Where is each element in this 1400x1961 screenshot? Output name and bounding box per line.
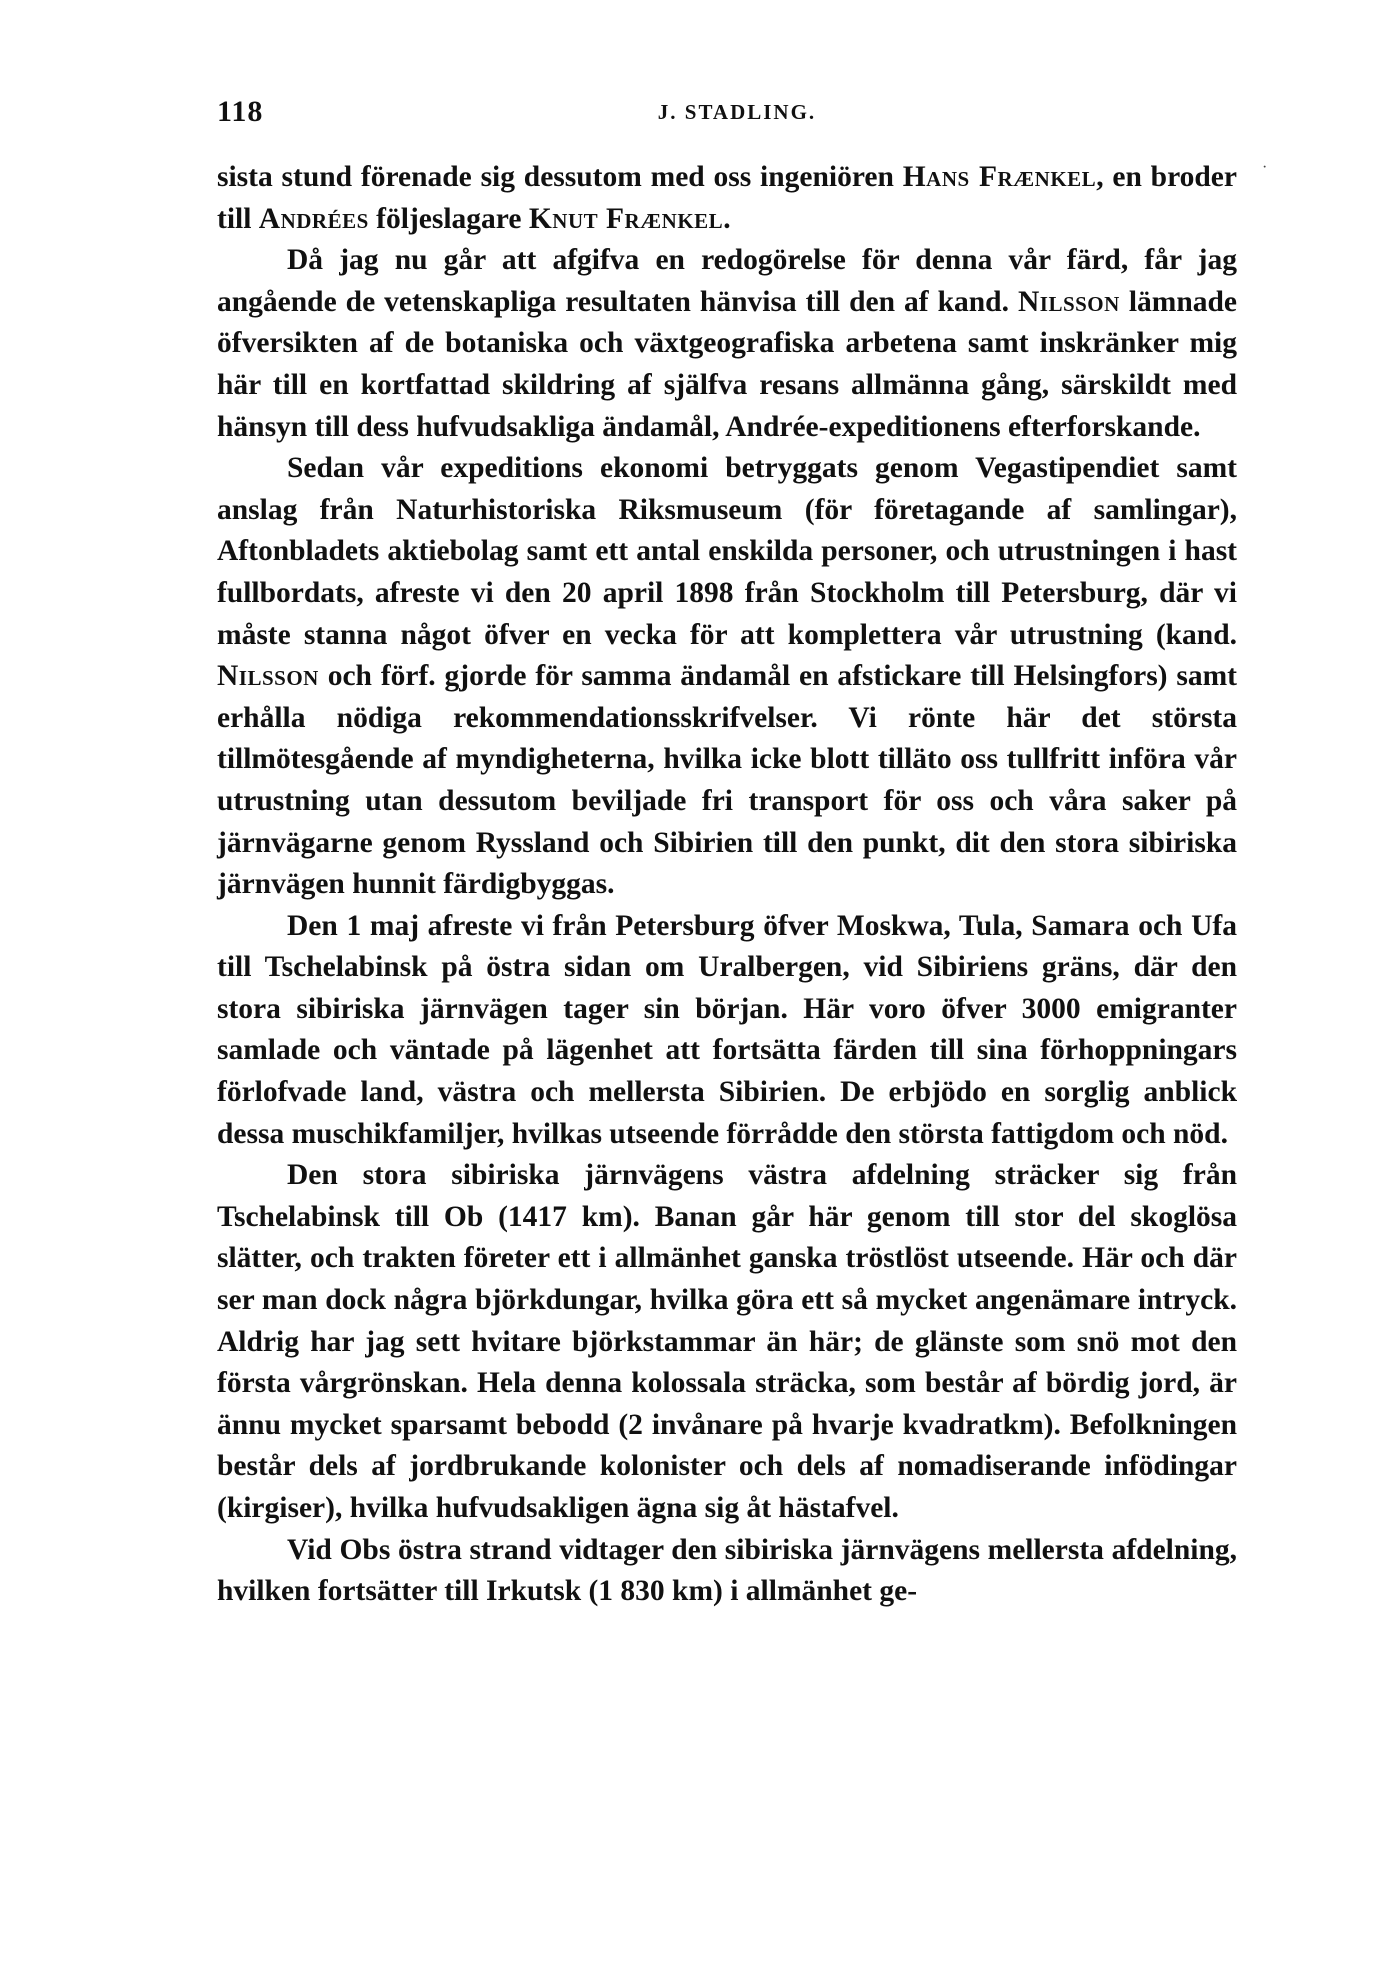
person-name: Nilsson — [1017, 285, 1120, 318]
paragraph: Den 1 maj afreste vi från Petersburg öfver Moskwa, Tula, Samara och Ufa till Tschelabinsk på östra sidan om Uralbergen, vid Sibiriens gräns, där den stora sibiriska järnvägen tager sin början. Här voro öfver 3000 emigranter samlade och väntade på lägenhet att fortsätta färden till sina förhoppningars förlofvade land, västra och mellersta Sibirien. De erbjödo en sorglig anblick dessa muschikfamiljer, hvilkas utseende förrådde den största fattigdom och nöd. — [217, 909, 1237, 1150]
paragraph: Då jag nu går att afgifva en redogörelse för denna vår färd, får jag angående de vetenskapliga resultaten hänvisa till den af kand. Nilsson lämnade öfversikten af de botaniska och växtgeografiska arbetena samt inskränker mig här till en kortfattad skildring af själfva resans allmänna gång, särskildt med hänsyn till dess hufvudsakliga ändamål, Andrée-expeditionens efterforskande. — [217, 244, 1237, 443]
paragraph: Sedan vår expeditions ekonomi betryggats genom Vegastipendiet samt anslag från Naturhistoriska Riksmuseum (för företagande af samlingar), Aftonbladets aktiebolag samt ett antal enskilda personer, och utrustningen i hast fullbordats, afreste vi den 20 april 1898 från Stockholm till Petersburg, där vi måste stanna något öfver en vecka för att komplettera vår utrustning (kand. Nilsson och förf. gjorde för samma ändamål en afstickare till Helsingfors) samt erhålla nödiga rekommendationsskrifvelser. Vi rönte här det största tillmötesgående af myndigheterna, hvilka icke blott tilläto oss tullfritt införa vår utrustning utan dessutom beviljade fri transport för oss och våra saker på järnvägarne genom Ryssland och Sibirien till den punkt, dit den stora sibiriska järnvägen hunnit färdigbyggas. — [217, 452, 1237, 901]
body-text — [217, 157, 1237, 1613]
page-number: 118 — [217, 95, 264, 128]
margin-mark: · — [1262, 159, 1268, 176]
running-head — [217, 92, 1237, 132]
paragraph: Vid Obs östra strand vidtager den sibiriska järnvägens mellersta afdelning, hvilken fortsätter till Irkutsk (1 830 km) i allmänhet ge- — [217, 1533, 1237, 1608]
running-head-author: J. STADLING. — [657, 100, 817, 124]
person-name: Nilsson — [217, 660, 319, 693]
person-name: Knut Frænkel — [528, 202, 724, 235]
person-name: Andrées — [258, 202, 369, 235]
paragraph: Den stora sibiriska järnvägens västra afdelning sträcker sig från Tschelabinsk till Ob (1417 km). Banan går här genom till stor del skoglösa slätter, och trakten företer ett i allmänhet ganska tröstlöst utseende. Här och där ser man dock några björkdungar, hvilka göra ett så mycket angenämare intryck. Aldrig har jag sett hvitare björkstammar än här; de glänste som snö mot den första vårgrönskan. Hela denna kolossala sträcka, som består af bördig jord, är ännu mycket sparsamt bebodd (2 invånare på hvarje kvadratkm). Befolkningen består dels af jordbrukande kolonister och dels af nomadiserande infödingar (kirgiser), hvilka hufvudsakligen ägna sig åt hästafvel. — [217, 1159, 1237, 1524]
paragraph: sista stund förenade sig dessutom med oss ingeniören Hans Frænkel, en broder till Andrées följeslagare Knut Frænkel. — [217, 161, 1237, 235]
person-name: Hans Frænkel — [902, 161, 1097, 193]
